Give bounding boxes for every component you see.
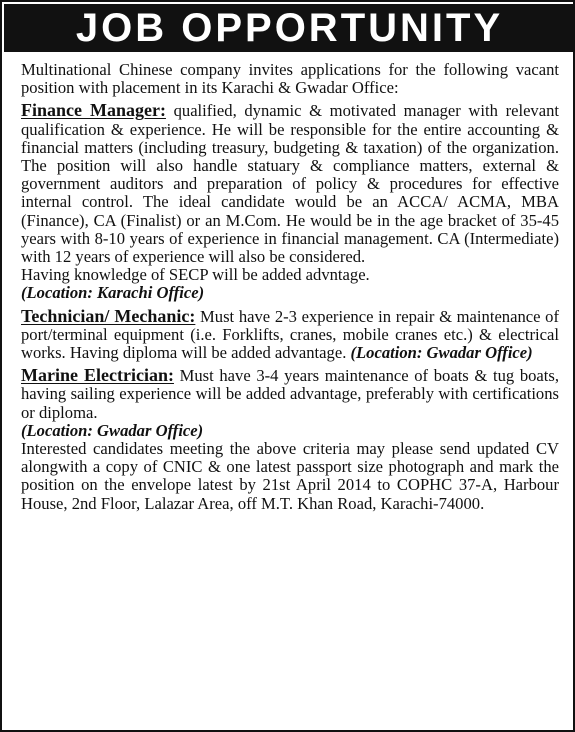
position-location: (Location: Gwadar Office) <box>21 420 204 440</box>
position-title: Marine Electrician: <box>21 365 174 386</box>
position-description: Must have 3-4 years maintenance of boats & tug boats, having sailing experience will be added advantage, preferably with certifications or diploma. <box>21 366 559 422</box>
position-location: (Location: Karachi Office) <box>21 283 205 303</box>
ad-title: JOB OPPORTUNITY <box>75 6 504 50</box>
position-description-block <box>21 307 559 363</box>
position-extra-note: Having knowledge of SECP will be added advntage. <box>21 265 370 285</box>
position-title: Technician/ Mechanic: <box>21 305 196 326</box>
intro-paragraph: Multinational Chinese company invites applications for the following vacant position with placement in its Karachi & Gwadar Office: <box>21 60 559 98</box>
header-banner <box>4 4 575 52</box>
position-finance-manager <box>21 101 559 302</box>
position-location: (Location: Gwadar Office) <box>350 343 533 363</box>
position-description-block <box>21 366 559 422</box>
ad-body <box>21 61 559 513</box>
position-title: Finance Manager: <box>21 100 166 121</box>
position-description: Must have 2-3 experience in repair & maintenance of port/terminal equipment (i.e. Forklifts, cranes, mobile cranes etc.) & electrical works. Having diploma will be added advantage. <box>21 306 559 363</box>
position-technician-mechanic <box>21 307 559 363</box>
position-description: qualified, dynamic & motivated manager with relevant qualification & experience. He will be responsible for the entire accounting & financial matters (including treasury, budgeting & taxation) of the organization. The position will also handle statuary & compliance matters, external & government auditors and preparation of policy & procedures for effective internal control. The ideal candidate would be an ACCA/ ACMA, MBA (Finance), CA (Finalist) or an M.Com. He would be in the age bracket of 35-45 years with 8-10 years of experience in financial management. CA (Intermediate) with 12 years of experience will also be considered. <box>21 101 560 267</box>
closing-paragraph: Interested candidates meeting the above criteria may please send updated CV alongwith a copy of CNIC & one latest passport size photograph and mark the position on the envelope latest by 21st April 2014 to COPHC 37-A, Harbour House, 2nd Floor, Lalazar Area, off M.T. Khan Road, Karachi-74000. <box>21 439 559 513</box>
position-marine-electrician <box>21 366 559 440</box>
position-description-block <box>21 101 559 266</box>
